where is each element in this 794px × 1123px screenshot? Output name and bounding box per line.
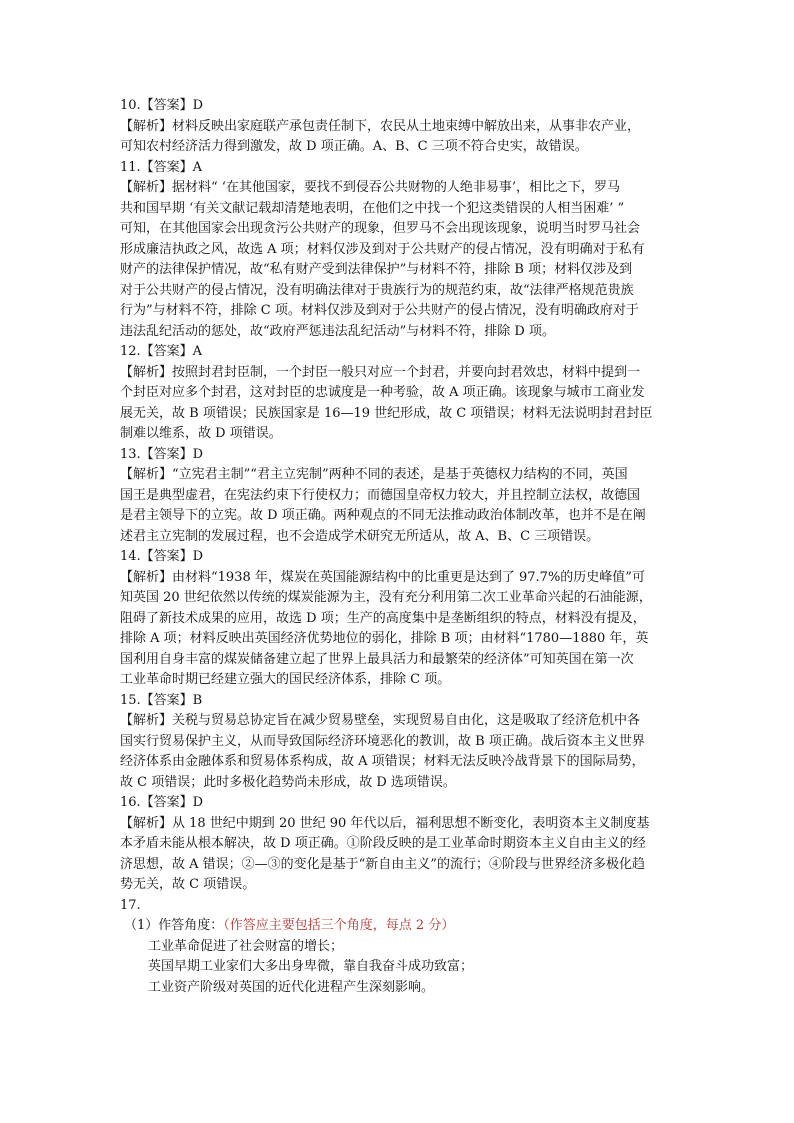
analysis-line: 阻碍了新技术成果的应用，故选 D 项；生产的高度集中是垄断组织的特点，材料没有提及， (120, 610, 646, 626)
analysis-line: 【解析】“立宪君主制”“君主立宪制”两种不同的表述，是基于英德权力结构的不同，英国 (120, 467, 628, 482)
analysis-line: 【解析】材料反映出家庭联产承包责任制下，农民从土地束缚中解放出来，从事非农产业， (120, 118, 641, 134)
analysis-line: 形成廉洁执政之风，故选 A 项；材料仅涉及到对于公共财产的侵占情况，没有明确对于私有 (120, 241, 645, 257)
analysis-line: 财产的法律保护情况，故“私有财产受到法律保护”与材料不符，排除 B 项；材料仅涉及到 (120, 262, 633, 277)
question-10 (120, 96, 686, 158)
analysis-line: 行为”与材料不符，排除 C 项。材料仅涉及到对于公共财产的侵占情况，没有明确政府对于 (120, 303, 639, 318)
answer-point: 英国早期工业家们大多出身卑微，靠自我奋斗成功致富； (148, 959, 474, 974)
analysis-line: 可知农村经济活力得到激发，故 D 项正确。A、B、C 三项不符合史实，故错误。 (120, 139, 588, 154)
answer-line: 12.【答案】A (120, 344, 203, 359)
answer-line: 10.【答案】D (120, 98, 204, 113)
analysis-line: 工业革命时期已经建立强大的国民经济体系，排除 C 项。 (120, 672, 451, 687)
question-number: 17. (120, 897, 141, 913)
answer-line: 14.【答案】D (120, 549, 204, 564)
analysis-line: 违法乱纪活动的惩处，故“政府严惩违法乱纪活动”与材料不符，排除 D 项。 (120, 323, 555, 339)
analysis-line: 势无关，故 C 项错误。 (120, 877, 256, 892)
question-12 (120, 342, 686, 445)
analysis-line: 【解析】按照封君封臣制，一个封臣一般只对应一个封君，并要向封君效忠，材料中提到一 (120, 364, 641, 380)
analysis-line: 济思想，故 A 错误；②—③的变化是基于“新自由主义”的流行；④阶段与世界经济多极化趋 (120, 856, 645, 872)
analysis-line: 国实行贸易保护主义，从而导致国际经济环境恶化的教训，故 B 项正确。战后资本主义世界 (120, 733, 645, 749)
answer-key-page (120, 96, 686, 998)
question-16 (120, 793, 686, 896)
analysis-line: 本矛盾未能从根本解决，故 D 项正确。①阶段反映的是工业革命时期资本主义自由主义的经 (120, 836, 646, 851)
analysis-line: 【解析】由材料“1938 年，煤炭在英国能源结构中的比重更是达到了 97.7%的历史峰值”可 (120, 569, 645, 585)
analysis-line: 述君主立宪制的发展过程，也不会造成学术研究无所适从，故 A、B、C 三项错误。 (120, 528, 600, 544)
answer-line: 16.【答案】D (120, 795, 204, 810)
question-11 (120, 158, 686, 343)
answer-line: 13.【答案】D (120, 446, 204, 462)
analysis-line: 国利用自身丰富的煤炭储备建立起了世界上最具活力和最繁荣的经济体”可知英国在第一次 (120, 651, 634, 667)
answer-line: 15.【答案】B (120, 692, 203, 708)
answer-line: 11.【答案】A (120, 159, 203, 175)
question-13 (120, 445, 686, 548)
analysis-line: 对于公共财产的侵占情况，没有明确法律对于贵族行为的规范约束，故“法律严格规范贵族 (120, 282, 634, 298)
part1-heading (120, 916, 686, 937)
analysis-line: 【解析】据材料“ ‘在其他国家，要找不到侵吞公共财物的人绝非易事’，相比之下，罗马 (120, 180, 621, 195)
scoring-note: （作答应主要包括三个角度，每点 2 分） (223, 918, 455, 933)
analysis-line: 是君主领导下的立宪。故 D 项正确。两种观点的不同无法推动政治体制改革，也并不是在阐 (120, 508, 646, 523)
analysis-line: 【解析】从 18 世纪中期到 20 世纪 90 年代以后，福利思想不断变化，表明资本主义制度基 (120, 815, 650, 831)
analysis-line: 制难以维系，故 D 项错误。 (120, 426, 282, 441)
answer-point: 工业革命促进了社会财富的增长； (148, 938, 344, 954)
analysis-line: 故 C 项错误；此时多极化趋势尚未形成，故 D 选项错误。 (120, 774, 456, 790)
analysis-line: 【解析】关税与贸易总协定旨在减少贸易壁垒，实现贸易自由化，这是吸取了经济危机中各 (120, 713, 641, 728)
question-15 (120, 691, 686, 794)
analysis-line: 个封臣对应多个封君，这对封臣的忠诚度是一种考验，故 A 项正确。该现象与城市工商业发 (120, 385, 645, 400)
analysis-line: 国王是典型虚君，在宪法约束下行使权力；而德国皇帝权力较大，并且控制立法权，故德国 (120, 487, 641, 503)
analysis-line: 可知，在其他国家会出现贪污公共财产的现象，但罗马不会出现该现象，说明当时罗马社会 (120, 221, 641, 236)
question-14 (120, 547, 686, 691)
analysis-line: 展无关，故 B 项错误；民族国家是 16—19 世纪形成，故 C 项错误；材料无法说明封君封臣 (120, 405, 653, 421)
answer-point: 工业资产阶级对英国的近代化进程产生深刻影响。 (148, 979, 435, 995)
analysis-line: 知英国 20 世纪依然以传统的煤炭能源为主，没有充分利用第二次工业革命兴起的石油能源， (120, 590, 652, 605)
part1-prefix: （1）作答角度： (124, 918, 224, 933)
analysis-line: 共和国早期 ‘有关文献记载却清楚地表明，在他们之中找一个犯这类错误的人相当困难’ ” (120, 200, 625, 216)
analysis-line: 排除 A 项；材料反映出英国经济优势地位的弱化，排除 B 项；由材料“1780—1880 年，英 (120, 631, 649, 646)
question-17 (120, 896, 686, 999)
analysis-line: 经济体系由金融体系和贸易体系构成，故 A 项错误；材料无法反映冷战背景下的国际局势， (120, 754, 645, 769)
